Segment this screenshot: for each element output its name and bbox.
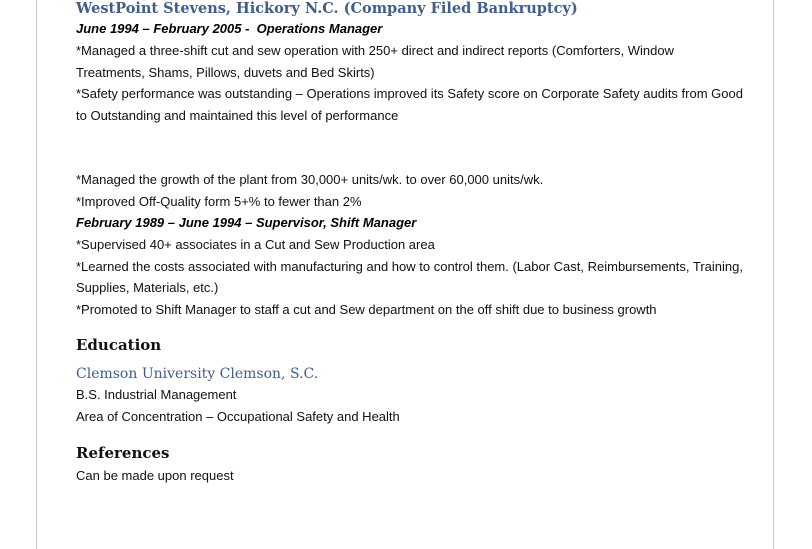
job1-bullet-2: *Safety performance was outstanding – Operations improved its Safety score on Corporate Safety audits from Good to Outstanding and maintained this level of performance <box>76 86 743 123</box>
education-degree: B.S. Industrial Management <box>76 387 237 402</box>
job2-bullet-1: *Supervised 40+ associates in a Cut and Sew Production area <box>76 237 435 252</box>
job1-bullet-4: *Improved Off-Quality form 5+% to fewer than 2% <box>76 193 362 209</box>
page-content <box>76 0 746 487</box>
job1-company: WestPoint Stevens, Hickory N.C. (Company Filed Bankruptcy) <box>76 0 578 17</box>
references-text: Can be made upon request <box>76 468 234 483</box>
job1-bullet-3: *Managed the growth of the plant from 30,000+ units/wk. to over 60,000 units/wk. <box>76 172 544 187</box>
job2-bullet-2: *Learned the costs associated with manufacturing and how to control them. (Labor Cast, Reimbursements, Training, Supplies, Materials, etc.) <box>76 258 743 295</box>
document-page <box>36 0 774 549</box>
references-heading: References <box>76 444 170 462</box>
job1-bullet-1: *Managed a three-shift cut and sew operation with 250+ direct and indirect reports (Comforters, Window Treatments, Shams, Pillows, duvets and Bed Skirts) <box>76 43 674 80</box>
education-heading: Education <box>76 336 162 354</box>
education-concentration: Area of Concentration – Occupational Safety and Health <box>76 408 400 424</box>
job1-dates: June 1994 – February 2005 - Operations Manager <box>76 21 383 36</box>
blank-space <box>76 126 746 169</box>
job2-bullet-3: *Promoted to Shift Manager to staff a cut and Sew department on the off shift due to business growth <box>76 301 657 317</box>
job2-dates: February 1989 – June 1994 – Supervisor, Shift Manager <box>76 215 417 230</box>
education-school: Clemson University Clemson, S.C. <box>76 366 319 382</box>
